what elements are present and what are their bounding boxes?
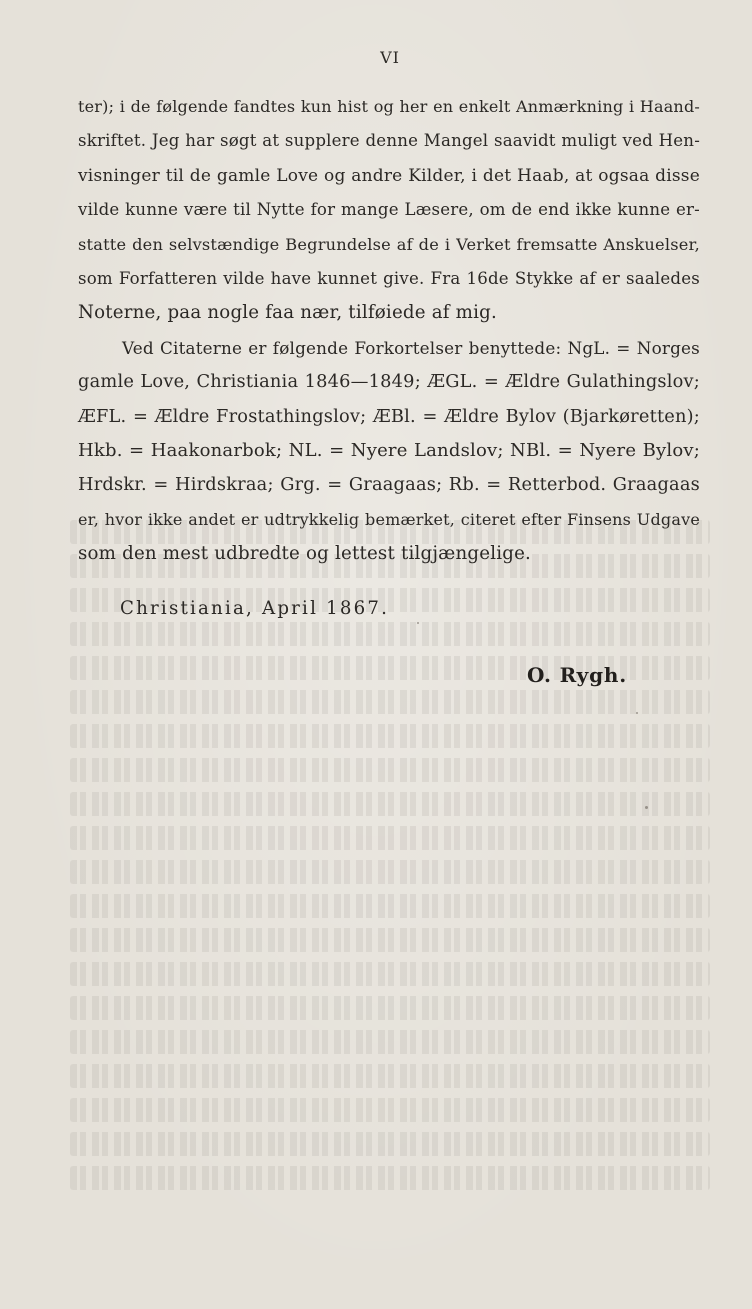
text-line: som den mest udbredte og lettest tilgjængelige.	[78, 543, 532, 565]
place-and-date: Christiania, April 1867.	[120, 598, 390, 619]
text-line: er, hvor ikke andet er udtrykkelig bemærket, citeret efter Finsens Udgave	[78, 509, 700, 529]
text-line: visninger til de gamle Love og andre Kilder, i det Haab, at ogsaa disse	[78, 165, 700, 186]
body-text	[78, 90, 700, 571]
text-line: ter); i de følgende fandtes kun hist og her en enkelt Anmærkning i Haand-	[78, 97, 700, 116]
paragraph-continuation	[78, 90, 700, 331]
text-line: statte den selvstændige Begrundelse af de i Verket fremsatte Anskuelser,	[78, 234, 700, 254]
text-line: gamle Love, Christiania 1846—1849; ÆGL. = Ældre Gulathingslov;	[78, 371, 700, 393]
paper-speck	[645, 806, 648, 809]
text-line: Ved Citaterne er følgende Forkortelser benyttede: NgL. = Norges	[122, 337, 700, 358]
text-line: Hkb. = Haakonarbok; NL. = Nyere Landslov; NBl. = Nyere Bylov;	[78, 439, 700, 461]
text-line: vilde kunne være til Nytte for mange Læsere, om de end ikke kunne er-	[78, 200, 700, 220]
paragraph-abbreviations	[78, 331, 700, 572]
author-signature: O. Rygh.	[527, 663, 627, 687]
text-line: som Forfatteren vilde have kunnet give. Fra 16de Stykke af er saaledes	[78, 268, 700, 288]
paper-speck	[636, 712, 638, 714]
text-line: ÆFL. = Ældre Frostathingslov; ÆBl. = Ældre Bylov (Bjarkøretten);	[78, 405, 700, 427]
page-number: VI	[380, 48, 400, 67]
paper-speck	[417, 622, 419, 624]
text-line: skriftet. Jeg har søgt at supplere denne Mangel saavidt muligt ved Hen-	[78, 131, 700, 151]
text-line: Noterne, paa nogle faa nær, tilføiede af mig.	[78, 302, 497, 324]
text-line: Hrdskr. = Hirdskraa; Grg. = Graagaas; Rb. = Retterbod. Graagaas	[78, 474, 700, 496]
